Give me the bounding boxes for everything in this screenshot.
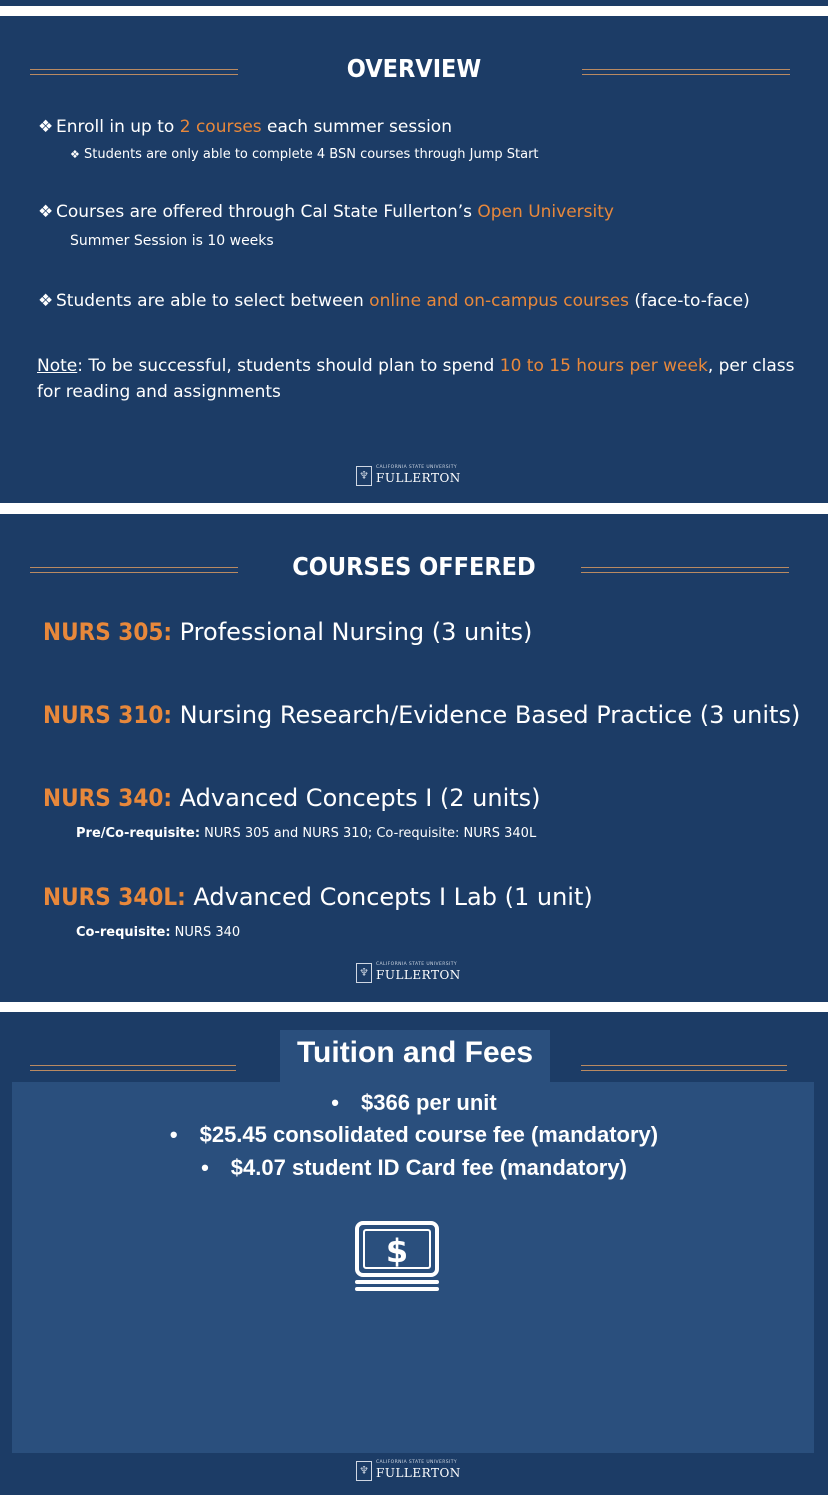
overview-title: OVERVIEW (346, 54, 482, 83)
course-item: NURS 305: Professional Nursing (3 units) (43, 618, 533, 646)
fee-item: • $25.45 consolidated course fee (mandatory) (169, 1122, 659, 1147)
seal-icon: ♆ (356, 963, 372, 983)
dollar-sign: $ (385, 1232, 409, 1270)
course-item: NURS 340L: Advanced Concepts I Lab (1 unit) (43, 883, 593, 911)
overview-note: Note: To be successful, students should plan to spend 10 to 15 hours per week, per class for reading and assignments (37, 356, 795, 402)
tuition-title: Tuition and Fees (296, 1036, 534, 1069)
bullet-icon: • (169, 1122, 178, 1147)
diamond-bullet-icon: ❖ (38, 202, 54, 222)
courses-slide (0, 514, 828, 1002)
title-rule-right (581, 1065, 787, 1071)
course-item: NURS 340: Advanced Concepts I (2 units) (43, 784, 541, 812)
fee-item: • $366 per unit (331, 1090, 497, 1115)
title-rule-left (30, 1065, 236, 1071)
seal-icon: ♆ (356, 1461, 372, 1481)
course-requisite: Pre/Co-requisite: NURS 305 and NURS 310; Co-requisite: NURS 340L (76, 826, 537, 841)
bullet-icon: • (331, 1090, 339, 1115)
courses-title: COURSES OFFERED (292, 552, 536, 581)
overview-bullet-1: ❖ Enroll in up to 2 courses each summer session (38, 117, 452, 137)
diamond-bullet-icon: ❖ (38, 291, 54, 311)
fee-item: • $4.07 student ID Card fee (mandatory) (201, 1155, 627, 1180)
diamond-bullet-icon: ❖ (70, 148, 80, 161)
diamond-bullet-icon: ❖ (38, 117, 54, 137)
fullerton-logo: ♆ CALIFORNIA STATE UNIVERSITY FULLERTON (356, 465, 466, 487)
overview-bullet-2-sub: Summer Session is 10 weeks (70, 233, 274, 249)
fullerton-logo: ♆ CALIFORNIA STATE UNIVERSITY FULLERTON (356, 962, 466, 984)
seal-icon: ♆ (356, 466, 372, 486)
tuition-slide (0, 1012, 828, 1495)
fullerton-logo: ♆ CALIFORNIA STATE UNIVERSITY FULLERTON (356, 1460, 466, 1482)
money-icon (354, 1220, 440, 1292)
overview-bullet-1-sub: ❖ Students are only able to complete 4 BSN courses through Jump Start (70, 147, 539, 162)
overview-bullet-2: ❖ Courses are offered through Cal State Fullerton’s Open University (38, 202, 614, 222)
bullet-icon: • (201, 1155, 209, 1180)
course-item: NURS 310: Nursing Research/Evidence Based Practice (3 units) (43, 701, 801, 729)
overview-slide (0, 16, 828, 503)
overview-bullet-3: ❖ Students are able to select between online and on-campus courses (face-to-face) (38, 291, 750, 311)
top-bar (0, 0, 828, 6)
course-requisite: Co-requisite: NURS 340 (76, 925, 241, 940)
